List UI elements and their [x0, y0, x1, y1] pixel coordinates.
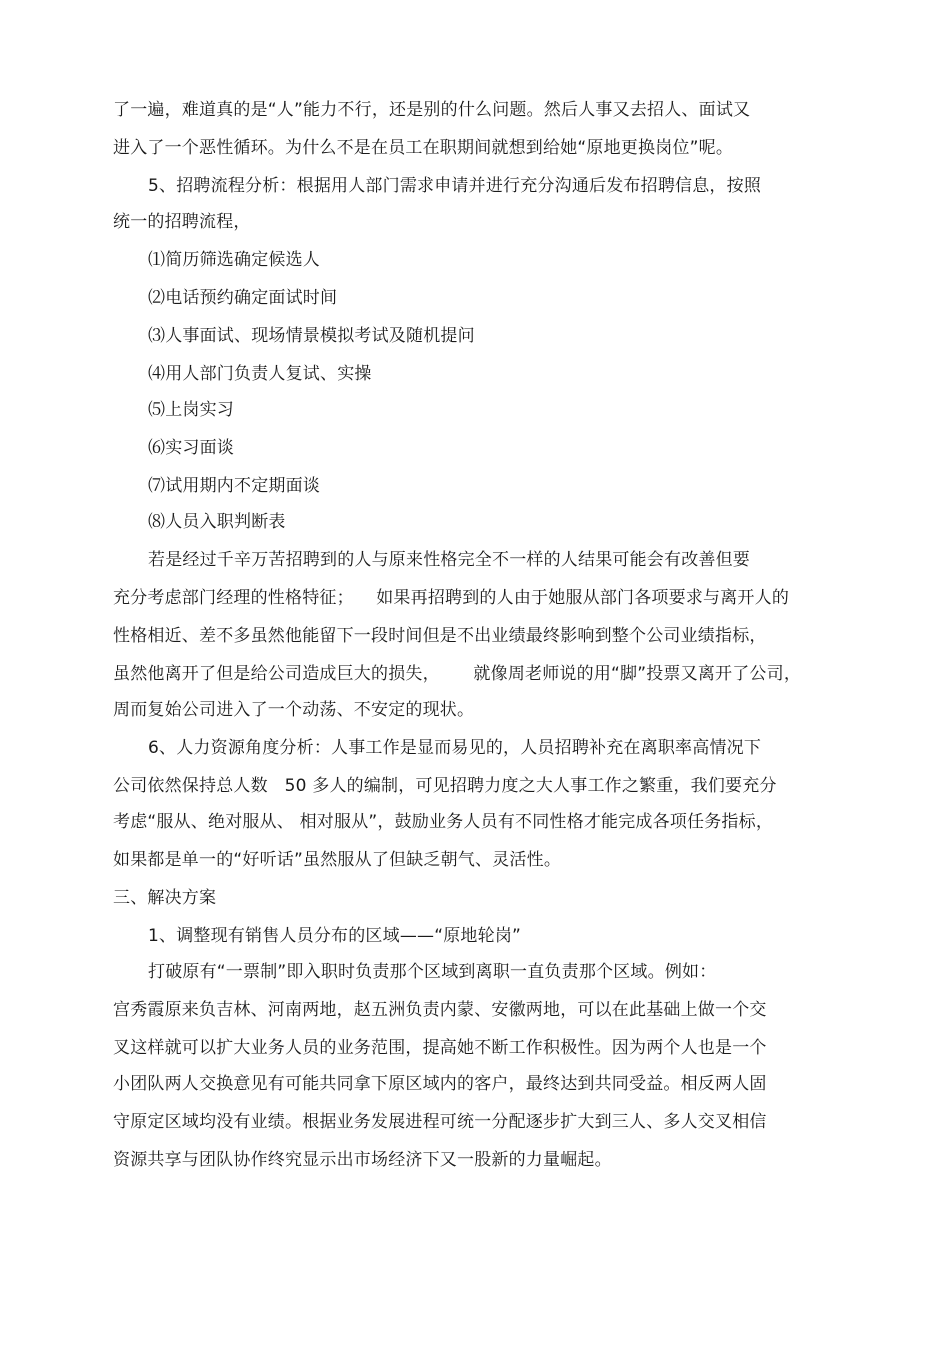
section-heading-line: 6、人力资源角度分析：人事工作是显而易见的，人员招聘补充在离职率高情况下: [148, 738, 762, 758]
paragraph-line: 充分考虑部门经理的性格特征； 如果再招聘到的人由于她服从部门各项要求与离开人的: [113, 588, 790, 608]
paragraph-line: 打破原有“一票制”即入职时负责那个区域到离职一直负责那个区域。例如：: [148, 962, 717, 982]
paragraph-line: 宫秀霞原来负吉林、河南两地，赵五洲负责内蒙、安徽两地，可以在此基础上做一个交: [113, 1000, 767, 1020]
paragraph-line: 守原定区域均没有业绩。根据业务发展进程可统一分配逐步扩大到三人、多人交叉相信: [113, 1112, 767, 1132]
paragraph-line: 叉这样就可以扩大业务人员的业务范围，提高她不断工作积极性。因为两个人也是一个: [113, 1038, 767, 1058]
paragraph-line: 资源共享与团队协作终究显示出市场经济下又一股新的力量崛起。: [113, 1150, 612, 1170]
list-item: ⑹实习面谈: [148, 438, 234, 458]
paragraph-line: 若是经过千辛万苦招聘到的人与原来性格完全不一样的人结果可能会有改善但要: [148, 550, 750, 570]
paragraph-line: 虽然他离开了但是给公司造成巨大的损失， 就像周老师说的用“脚”投票又离开了公司，: [113, 664, 802, 684]
paragraph-line: 进入了一个恶性循环。为什么不是在员工在职期间就想到给她“原地更换岗位”呢。: [113, 138, 734, 158]
list-item: ⑻人员入职判断表: [148, 512, 286, 532]
list-item: ⑸上岗实习: [148, 400, 234, 420]
section-heading: 三、解决方案: [113, 888, 217, 908]
paragraph-line: 公司依然保持总人数 50 多人的编制，可见招聘力度之大人事工作之繁重，我们要充分: [113, 776, 777, 796]
list-item: ⑷用人部门负责人复试、实操: [148, 364, 372, 384]
section-heading-line: 5、招聘流程分析：根据用人部门需求申请并进行充分沟通后发布招聘信息，按照: [148, 176, 762, 196]
paragraph-line: 统一的招聘流程，: [113, 212, 251, 232]
paragraph-line: 性格相近、差不多虽然他能留下一段时间但是不出业绩最终影响到整个公司业绩指标，: [113, 626, 767, 646]
list-item: ⑴简历筛选确定候选人: [148, 250, 320, 270]
subsection-heading: 1、调整现有销售人员分布的区域——“原地轮岗”: [148, 926, 522, 946]
paragraph-line: 周而复始公司进入了一个动荡、不安定的现状。: [113, 700, 475, 720]
paragraph-line: 小团队两人交换意见有可能共同拿下原区域内的客户，最终达到共同受益。相反两人固: [113, 1074, 767, 1094]
paragraph-line: 考虑“服从、绝对服从、 相对服从”，鼓励业务人员有不同性格才能完成各项任务指标，: [113, 812, 774, 832]
list-item: ⑵电话预约确定面试时间: [148, 288, 338, 308]
paragraph-line: 了一遍，难道真的是“人”能力不行，还是别的什么问题。然后人事又去招人、面试又: [113, 100, 751, 120]
list-item: ⑺试用期内不定期面谈: [148, 476, 320, 496]
paragraph-line: 如果都是单一的“好听话”虽然服从了但缺乏朝气、灵活性。: [113, 850, 562, 870]
list-item: ⑶人事面试、现场情景模拟考试及随机提问: [148, 326, 475, 346]
